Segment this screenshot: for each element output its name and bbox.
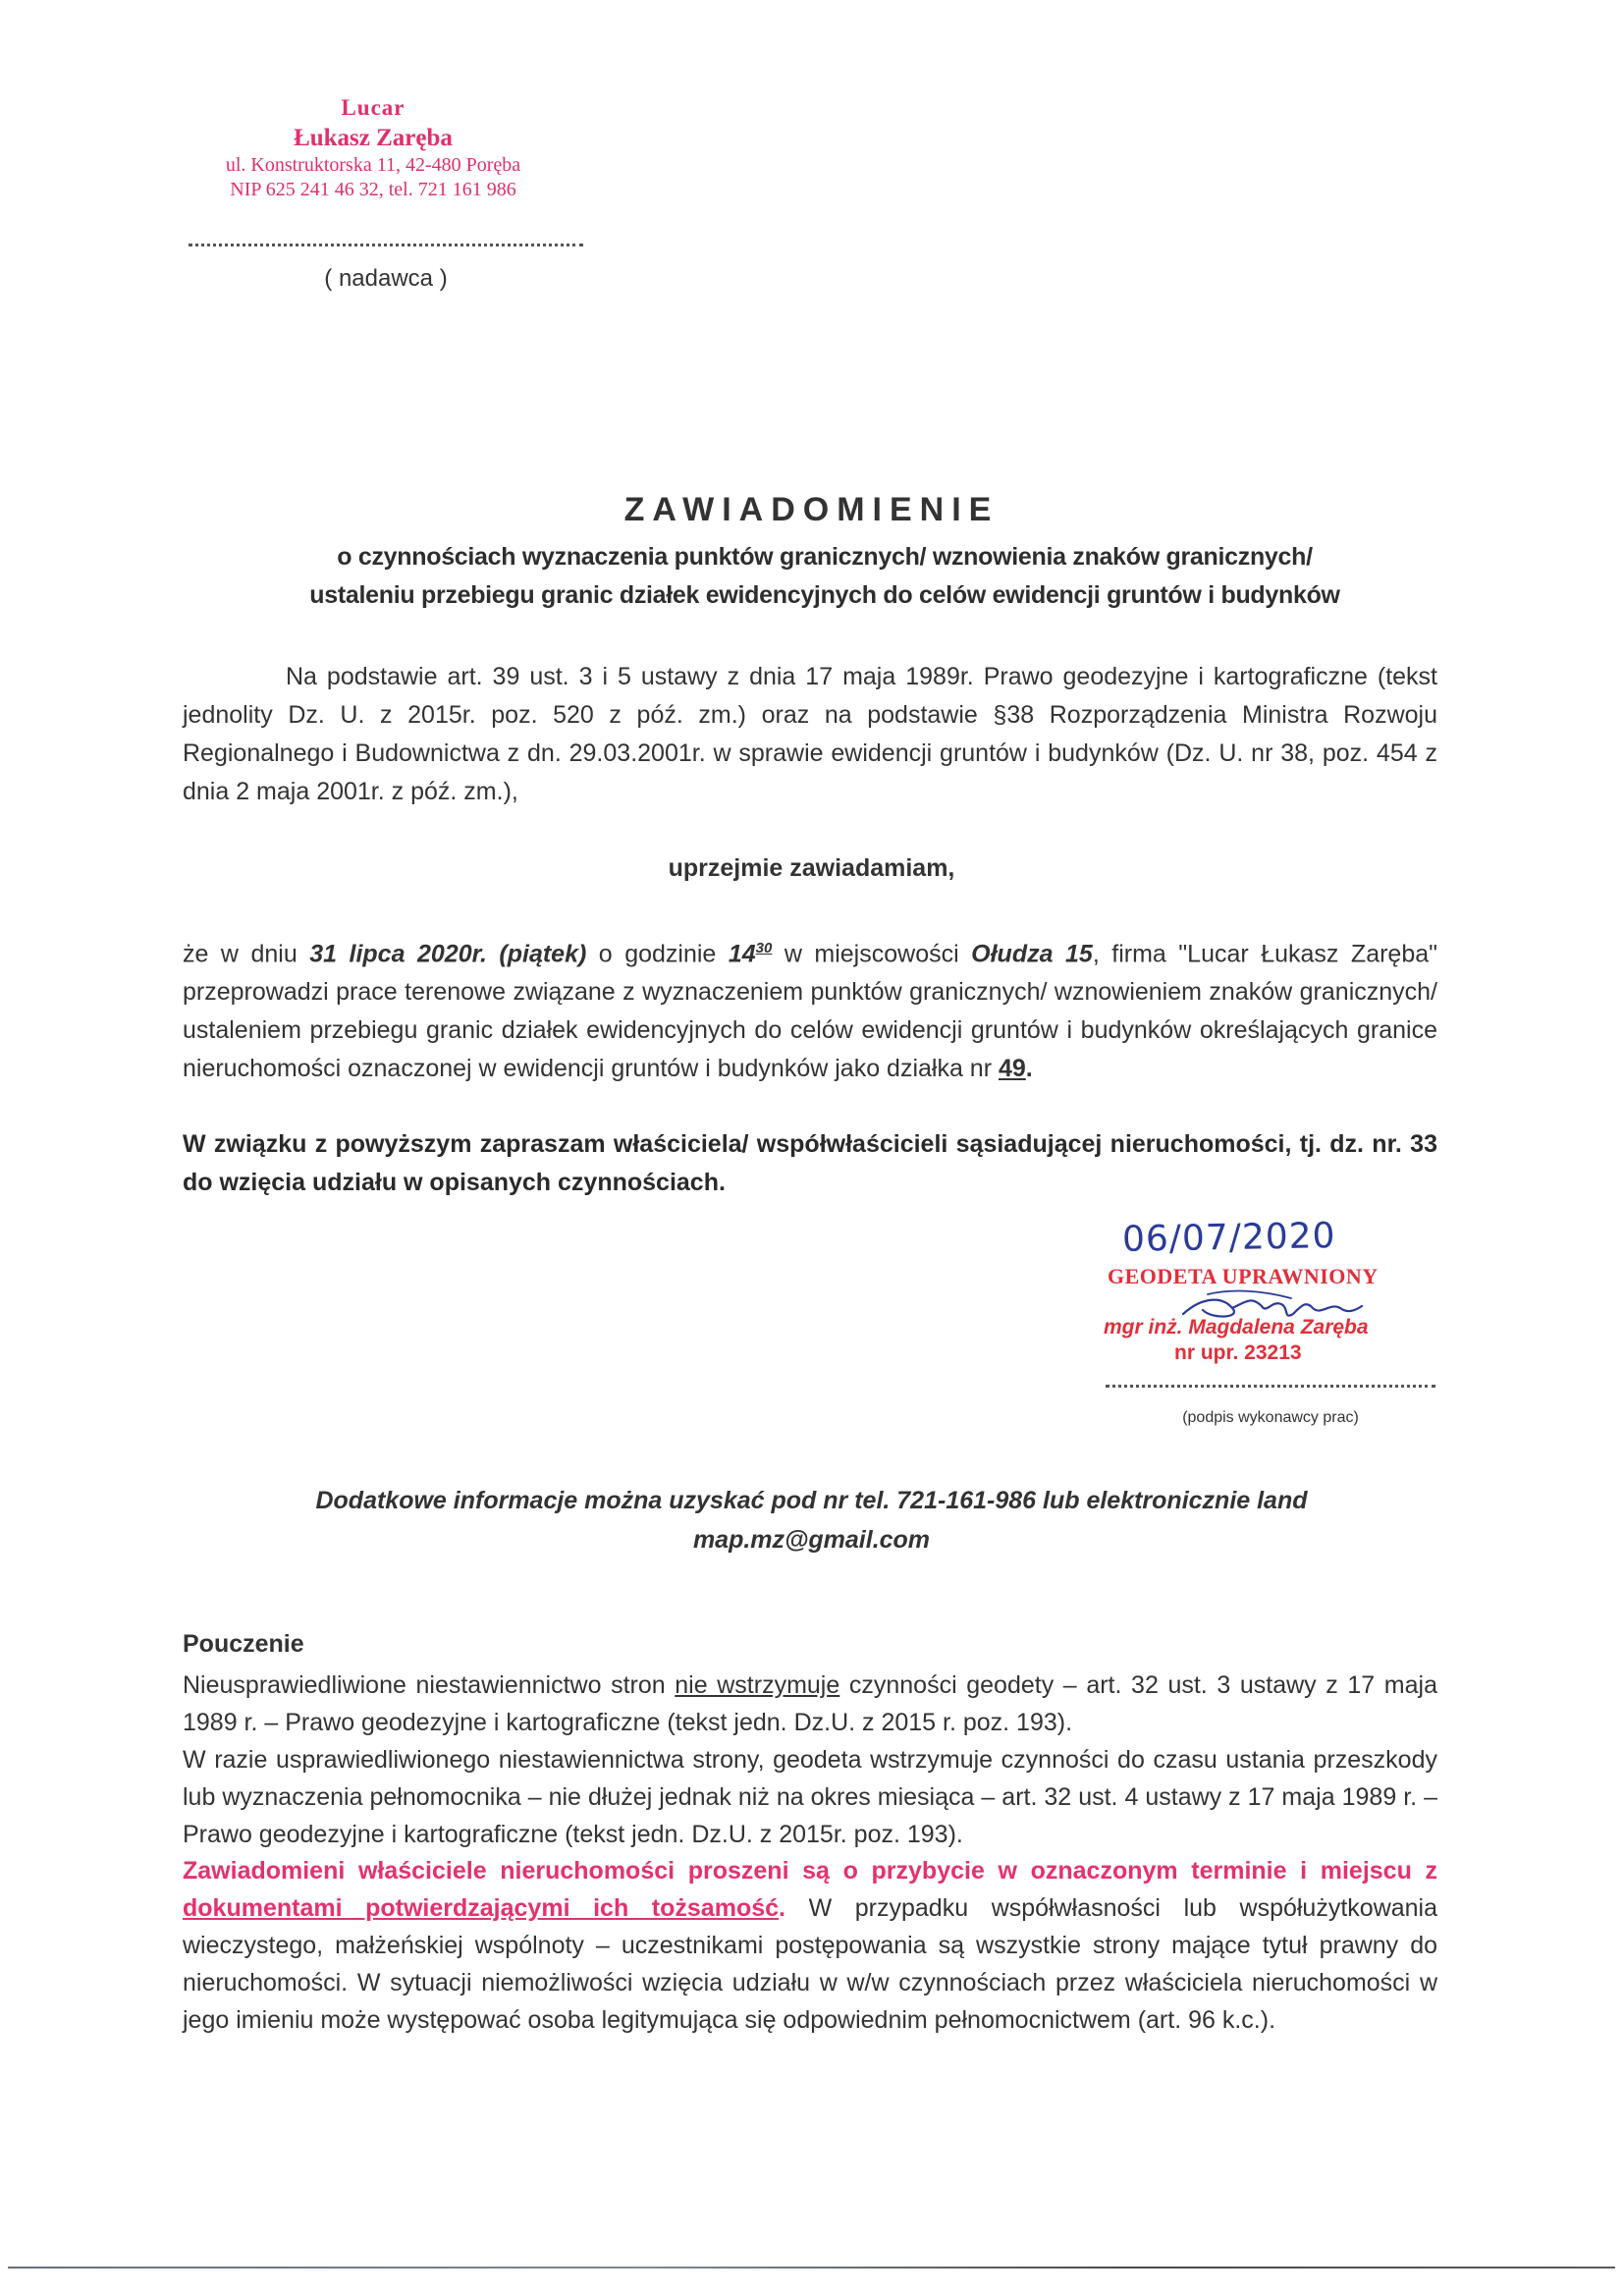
highlighted-text-end: . [779, 1894, 785, 1922]
text: W przypadku współwłasności lub współużytkowania wieczystego, małżeńskiej wspólnoty – uczestnikami postępowania są wszystkie strony mające tytuł prawny do nieruchomości. W sytuacji niemożliwości wzięcia udziału w w/w czynnościach przez właściciela nieruchomości w jego imieniu może występować osoba legitymująca się odpowiednim pełnomocnictwem (art. 96 k.c.). [183, 1894, 1438, 2034]
parcel-number: 49 [998, 1055, 1026, 1083]
instruction-paragraph-2: W razie usprawiedliwionego niestawiennictwa strony, geodeta wstrzymuje czynności do czasu ustania przeszkody lub wyznaczenia pełnomocnika – nie dłużej jednak niż na okres miesiąca – art. 32 ust. 4 ustawy z 17 maja 1989 r. – Prawo geodezyjne i kartograficzne (tekst jedn. Dz.U. z 2015r. poz. 193). [183, 1746, 1437, 1848]
signature-dotted-line [1106, 1385, 1435, 1388]
signature-label: (podpis wykonawcy prac) [1182, 1409, 1359, 1426]
surveyor-stamp-title: GEODETA UPRAWNIONY [1108, 1264, 1379, 1288]
text: Nieusprawiedliwione niestawiennictwo stron [183, 1671, 676, 1699]
surveyor-stamp-name: mgr inż. Magdalena Zaręba [1104, 1316, 1369, 1339]
notice-greeting: uprzejmie zawiadamiam, [668, 854, 955, 882]
instruction-paragraph-1 [183, 1667, 1437, 1741]
text: o godzinie [586, 940, 729, 968]
stamp-company: Lucar [341, 95, 406, 120]
highlighted-underlined-text: dokumentami potwierdzającymi ich tożsamość [183, 1894, 780, 1922]
handwritten-date: 06/07/2020 [1121, 1216, 1336, 1260]
event-minutes: 30 [755, 940, 773, 957]
stamp-nip-phone: NIP 625 241 46 32, tel. 721 161 986 [230, 179, 516, 200]
text: , firma "Lucar Łukasz Zaręba" przeprowadzi prace terenowe związane z wyznaczeniem punktów granicznych/ wznowieniem znaków granicznych/ ustaleniem przebiegu granic działek ewidencyjnych do celów ewidencji gruntów i budynków określających granice nieruchomości oznaczonej w ewidencji gruntów i budynków jako działka nr [183, 940, 1438, 1083]
instruction-paragraph-3 [183, 1852, 1437, 2039]
page-bottom-rule [8, 2267, 1615, 2269]
notice-details-paragraph [183, 929, 1437, 1088]
sender-dotted-line [189, 244, 583, 246]
legal-basis-paragraph: Na podstawie art. 39 ust. 3 i 5 ustawy z dnia 17 maja 1989r. Prawo geodezyjne i kartograficzne (tekst jednolity Dz. U. z 2015r. poz. 520 z póź. zm.) oraz na podstawie §38 Rozporządzenia Ministra Rozwoju Regionalnego i Budownictwa z dn. 29.03.2001r. w sprawie ewidencji gruntów i budynków (Dz. U. nr 38, poz. 454 z dnia 2 maja 2001r. z póź. zm.), [183, 663, 1437, 805]
event-date: 31 lipca 2020r. (piątek) [309, 940, 587, 968]
text: czynności geodety – art. 32 ust. 3 ustawy z 17 maja 1989 r. – Prawo geodezyjne i kartograficzne (tekst jedn. Dz.U. z 2015 r. poz. 193). [183, 1671, 1437, 1736]
invitation-paragraph: W związku z powyższym zapraszam właściciela/ współwłaścicieli sąsiadującej nieruchomości, tj. dz. nr. 33 do wzięcia udziału w opisanych czynnościach. [183, 1130, 1437, 1196]
contact-info [236, 1481, 1387, 1559]
event-place: Ołudza 15 [971, 940, 1093, 968]
text: że w dniu [183, 940, 310, 968]
sender-label: ( nadawca ) [324, 265, 448, 292]
surveyor-license-number: nr upr. 23213 [1174, 1341, 1302, 1364]
contact-email[interactable]: map.mz@gmail.com [692, 1526, 931, 1554]
underlined-text: nie wstrzymuje [675, 1671, 840, 1699]
instruction-heading: Pouczenie [183, 1630, 304, 1658]
stamp-owner: Łukasz Zaręba [294, 124, 453, 151]
subtitle-line-1: o czynnościach wyznaczenia punktów granicznych/ wznowienia znaków granicznych/ [337, 543, 1313, 571]
highlighted-text: Zawiadomieni właściciele nieruchomości proszeni są o przybycie w oznaczonym terminie i miejscu z [183, 1857, 1437, 1885]
text: . [1025, 1055, 1033, 1083]
sender-stamp [167, 94, 579, 202]
document-subtitle [196, 538, 1453, 615]
document-title: ZAWIADOMIENIE [623, 491, 1000, 528]
subtitle-line-2: ustaleniu przebiegu granic działek ewidencyjnych do celów ewidencji gruntów i budynków [309, 581, 1340, 609]
contact-line-1: Dodatkowe informacje można uzyskać pod nr tel. 721-161-986 lub elektronicznie land [315, 1487, 1308, 1514]
event-hour: 14 [728, 940, 756, 968]
text: w miejscowości [772, 940, 972, 968]
stamp-address: ul. Konstruktorska 11, 42-480 Poręba [225, 154, 521, 176]
